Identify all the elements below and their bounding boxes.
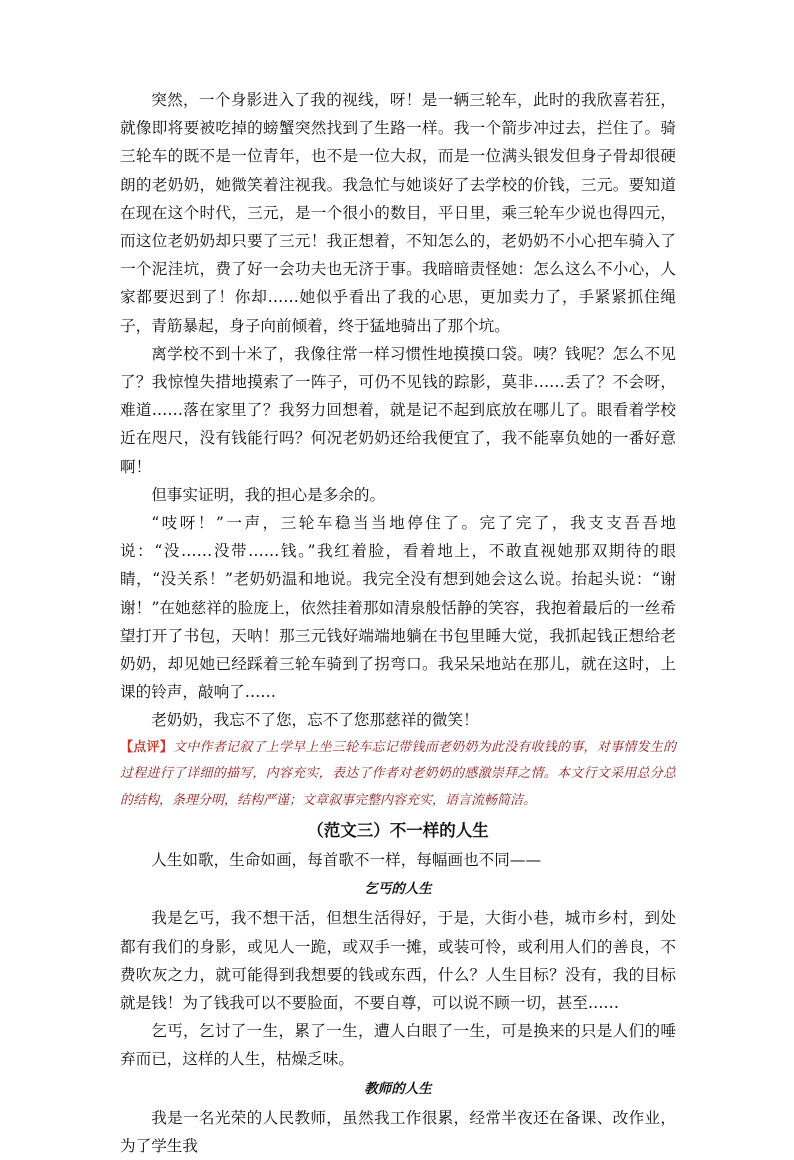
teacher-comment <box>120 735 676 815</box>
comment-label: 【点评】 <box>120 739 173 755</box>
beggar-paragraph-1: 我是乞丐，我不想干活，但想生活得好，于是，大街小巷，城市乡村，到处都有我们的身影，或见人一跪，或双手一摊，或装可怜，或利用人们的善良，不费吹灰之力，就可能得到我想要的钱或东西，什么？人生目标？没有，我的目标就是钱！为了钱我可以不要脸面，不要自尊，可以说不顾一切，甚至…… <box>120 909 676 1012</box>
section-heading-beggar: 乞丐的人生 <box>364 881 432 898</box>
section-heading-teacher: 教师的人生 <box>364 1080 432 1097</box>
teacher-paragraph-1: 我是一名光荣的人民教师，虽然我工作很累，经常半夜还在备课、改作业，为了学生我 <box>120 1108 676 1155</box>
story-paragraph-4: “吱呀！”一声，三轮车稳当当地停住了。完了完了，我支支吾吾地说：“没……没带……钱。”我红着脸，看着地上，不敢直视她那双期待的眼睛，“没关系！”老奶奶温和地说。我完全没有想到她会这么说。抬起头说：“谢谢！”在她慈祥的脸庞上，依然挂着那如清泉般恬静的笑容，我抱着最后的一丝希望打开了书包，天呐！那三元钱好端端地躺在书包里睡大觉，我抓起钱正想给老奶奶，却见她已经踩着三轮车骑到了拐弯口。我呆呆地站在那儿，就在这时，上课的铃声，敲响了…… <box>120 514 676 702</box>
document-page <box>120 86 676 1160</box>
beggar-paragraph-2: 乞丐，乞讨了一生，累了一生，遭人白眼了一生，可是换来的只是人们的唾弃而已，这样的人生，枯燥乏味。 <box>120 1022 676 1069</box>
story-paragraph-3: 但事实证明，我的担心是多余的。 <box>151 485 386 504</box>
story-paragraph-5: 老奶奶，我忘不了您，忘不了您那慈祥的微笑！ <box>151 711 479 730</box>
essay-title: （范文三）不一样的人生 <box>307 821 489 841</box>
story-paragraph-1: 突然，一个身影进入了我的视线，呀！是一辆三轮车，此时的我欣喜若狂，就像即将要被吃掉的螃蟹突然找到了生路一样。我一个箭步冲过去，拦住了。骑三轮车的既不是一位青年，也不是一位大叔，而是一位满头银发但身子骨却很硬朗的老奶奶，她微笑着注视我。我急忙与她谈好了去学校的价钱，三元。要知道在现在这个时代，三元，是一个很小的数目，平日里，乘三轮车少说也得四元，而这位老奶奶却只要了三元！我正想着，不知怎么的，老奶奶不小心把车骑入了一个泥洼坑，费了好一会功夫也无济于事。我暗暗责怪她：怎么这么不小心，人家都要迟到了！你却……她似乎看出了我的心思，更加卖力了，手紧紧抓住绳子，青筋暴起，身子向前倾着，终于猛地骑出了那个坑。 <box>120 91 676 335</box>
essay-intro: 人生如歌，生命如画，每首歌不一样，每幅画也不同—— <box>151 851 542 870</box>
comment-text: 文中作者记叙了上学早上坐三轮车忘记带钱而老奶奶为此没有收钱的事，对事情发生的过程进行了详细的描写，内容充实，表达了作者对老奶奶的感激崇拜之情。本文行文采用总分总的结构，条理分明，结构严谨；文章叙事完整内容充实，语言流畅简洁。 <box>120 739 676 808</box>
story-paragraph-2: 离学校不到十米了，我像往常一样习惯性地摸摸口袋。咦？钱呢？怎么不见了？我惊惶失措地摸索了一阵子，可仍不见钱的踪影，莫非……丢了？不会呀，难道……落在家里了？我努力回想着，就是记不起到底放在哪儿了。眼看着学校近在咫尺，没有钱能行吗？何况老奶奶还给我便宜了，我不能辜负她的一番好意啊！ <box>120 344 676 476</box>
